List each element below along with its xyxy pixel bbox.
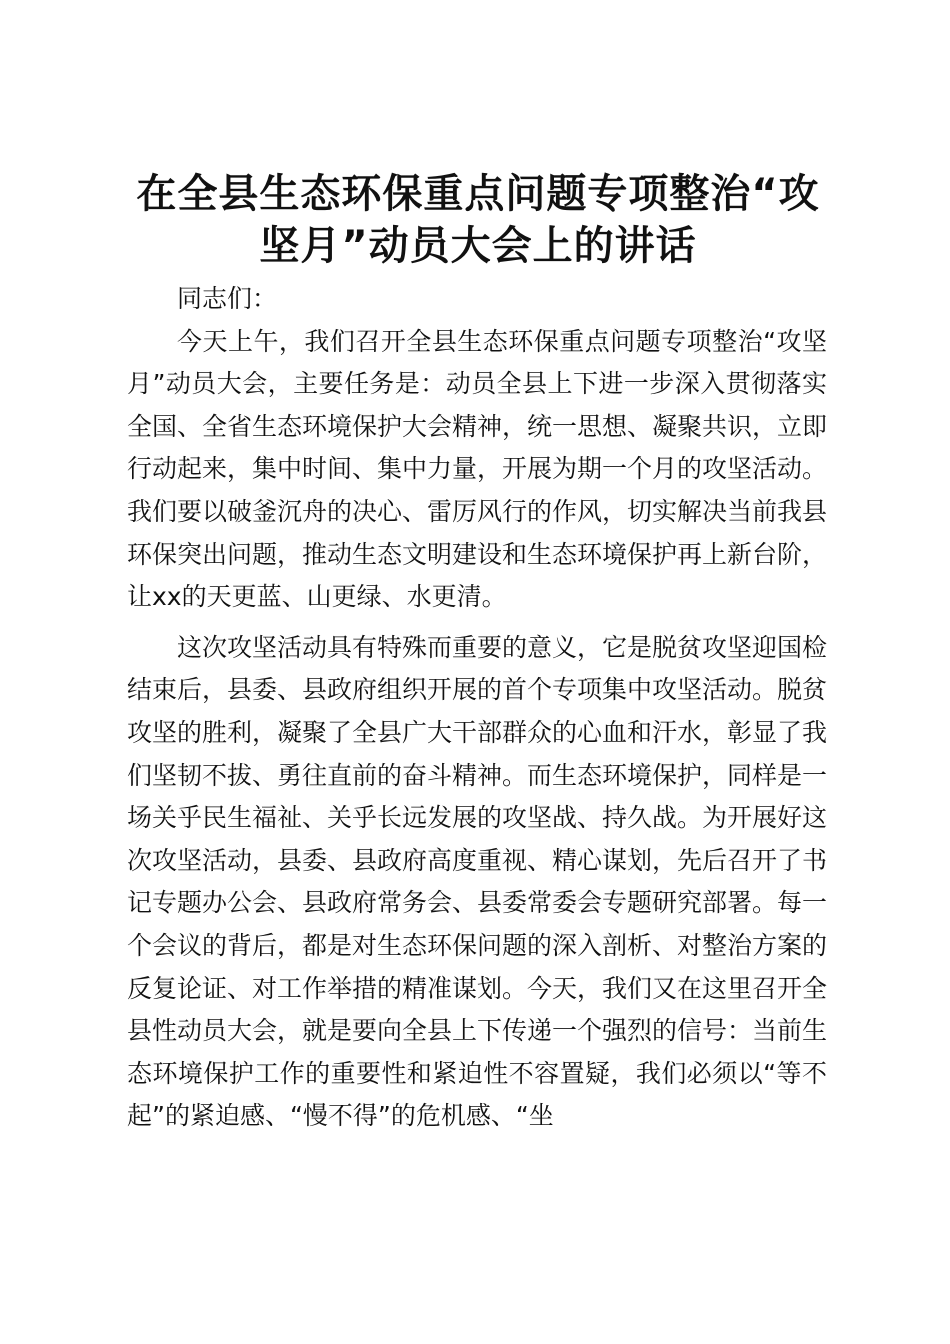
page-title: 在全县生态环保重点问题专项整治“攻坚月”动员大会上的讲话 [136,171,820,269]
document-body [127,278,827,1138]
paragraph-2: 这次攻坚活动具有特殊而重要的意义，它是脱贫攻坚迎国检结束后，县委、县政府组织开展的首个专项集中攻坚活动。脱贫攻坚的胜利，凝聚了全县广大干部群众的心血和汗水，彰显了我们坚韧不拔、勇往直前的奋斗精神。而生态环境保护，同样是一场关乎民生福祉、关乎长远发展的攻坚战、持久战。为开展好这次攻坚活动，县委、县政府高度重视、精心谋划，先后召开了书记专题办公会、县政府常务会、县委常委会专题研究部署。每一个会议的背后，都是对生态环保问题的深入剖析、对整治方案的反复论证、对工作举措的精准谋划。今天，我们又在这里召开全县性动员大会，就是要向全县上下传递一个强烈的信号：当前生态环境保护工作的重要性和紧迫性不容置疑，我们必须以“等不起”的紧迫感、“慢不得”的危机感、“坐 [127,632,828,1131]
paragraph-1: 今天上午，我们召开全县生态环保重点问题专项整治“攻坚月”动员大会，主要任务是：动员全县上下进一步深入贯彻落实全国、全省生态环境保护大会精神，统一思想、凝聚共识，立即行动起来，集中时间、集中力量，开展为期一个月的攻坚活动。我们要以破釜沉舟的决心、雷厉风行的作风，切实解决当前我县环保突出问题，推动生态文明建设和生态环境保护再上新台阶，让xx的天更蓝、山更绿、水更清。 [127,326,828,612]
salutation: 同志们： [177,284,278,313]
